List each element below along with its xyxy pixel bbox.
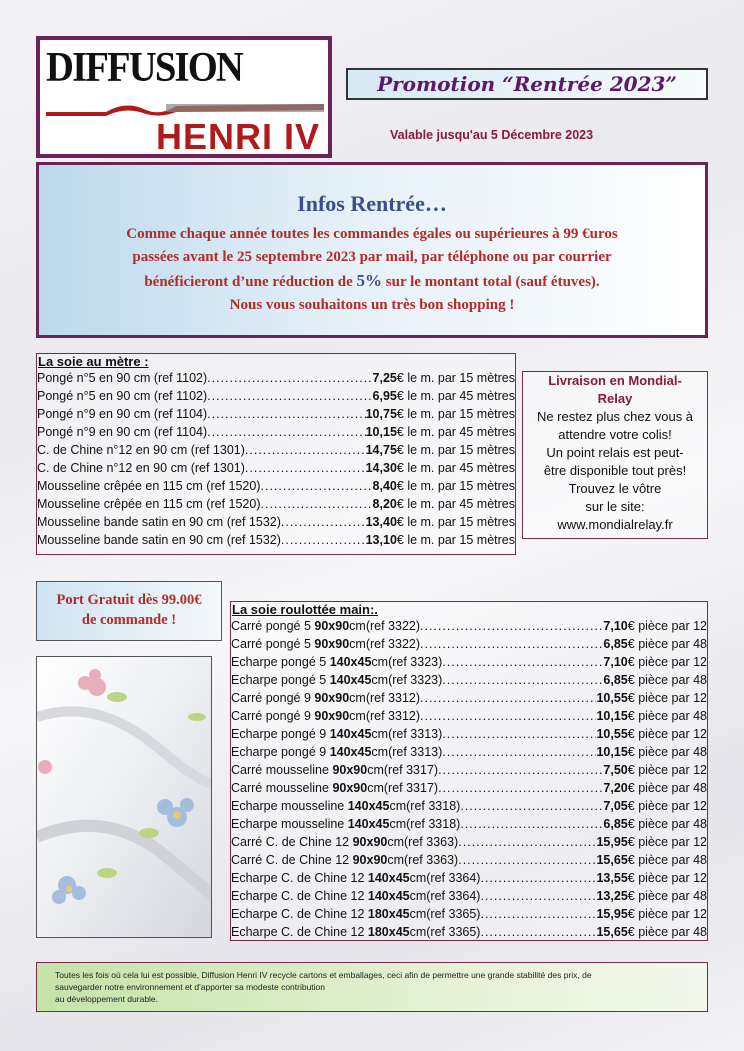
mondial-relay-line: Ne restez plus chez vous à: [536, 409, 694, 424]
product-ref: cm(ref 3363): [387, 835, 459, 849]
price-unit: € pièce par 12: [627, 691, 707, 705]
product-price: 15,65: [596, 853, 628, 867]
price-unit: € pièce par 48: [627, 889, 707, 903]
product-name: [231, 887, 480, 905]
price-unit: € le m. par 15 mètres: [396, 371, 515, 385]
price-unit: € pièce par 12: [627, 835, 707, 849]
table-row: [37, 477, 515, 495]
price-unit: € le m. par 45 mètres: [396, 425, 515, 439]
product-name: [231, 671, 442, 689]
dot-leader: [438, 779, 603, 797]
dot-leader: [458, 833, 596, 851]
product-name: [231, 707, 420, 725]
product-name: [231, 689, 420, 707]
table-row: [231, 869, 707, 887]
price-unit: € pièce par 48: [627, 673, 707, 687]
price-unit: € pièce par 48: [627, 709, 707, 723]
product-dimensions: 140x45: [329, 745, 372, 759]
table-row: [231, 905, 707, 923]
table-row: [37, 405, 515, 423]
product-price: 14,30: [365, 461, 397, 475]
table-row: [231, 635, 707, 653]
product-ref: cm(ref 3312): [349, 691, 421, 705]
product-name: [231, 761, 438, 779]
soie-au-metre-list: [36, 353, 516, 555]
dot-leader: [207, 423, 365, 441]
infos-line-3: [39, 269, 705, 294]
mondial-relay-line: être disponible tout près!: [543, 463, 687, 478]
product-ref: cm(ref 3318): [389, 817, 461, 831]
price-unit: € le m. par 15 mètres: [396, 515, 515, 529]
dot-leader: [207, 369, 372, 387]
dot-leader: [460, 797, 603, 815]
price-unit: € pièce par 12: [627, 871, 707, 885]
dot-leader: [207, 405, 365, 423]
product-price: 15,95: [596, 835, 628, 849]
product-ref: cm(ref 3365): [409, 907, 481, 921]
price-unit: € le m. par 45 mètres: [396, 389, 515, 403]
dot-leader: [420, 689, 596, 707]
product-dimensions: 90x90: [314, 691, 350, 705]
product-ref: cm(ref 3322): [349, 637, 421, 651]
product-dimensions: 90x90: [352, 835, 388, 849]
product-name: C. de Chine n°12 en 90 cm (ref 1301): [37, 443, 245, 457]
dot-leader: [460, 815, 603, 833]
port-gratuit-line-2: de commande !: [81, 612, 177, 628]
price-unit: € pièce par 12: [627, 727, 707, 741]
product-price: 6,85: [603, 637, 628, 651]
price-unit: € le m. par 45 mètres: [396, 497, 515, 511]
diffusion-henri-iv-logo: [36, 36, 332, 158]
soie-au-metre-rows: [37, 369, 515, 549]
product-name: [231, 851, 458, 869]
table-row: [37, 423, 515, 441]
table-row: [231, 923, 707, 941]
table-row: [231, 671, 707, 689]
promotion-title: Promotion “Rentrée 2023”: [346, 68, 708, 100]
table-row: [231, 743, 707, 761]
infos-rentree-box: [36, 162, 708, 338]
price-unit: € le m. par 15 mètres: [396, 407, 515, 421]
product-dimensions: 140x45: [347, 799, 390, 813]
product-name: [231, 869, 480, 887]
product-price: 13,55: [596, 871, 628, 885]
product-name: [231, 905, 480, 923]
infos-line-4: Nous vous souhaitons un très bon shopping !: [229, 297, 515, 313]
product-ref: cm(ref 3322): [349, 619, 421, 633]
product-price: 13,40: [365, 515, 397, 529]
product-dimensions: 90x90: [332, 763, 368, 777]
product-label: Carré pongé 5: [231, 619, 315, 633]
price-unit: € pièce par 12: [627, 619, 707, 633]
dot-leader: [480, 923, 596, 941]
price-unit: € pièce par 12: [627, 907, 707, 921]
product-dimensions: 90x90: [314, 619, 350, 633]
logo-swoosh-graphic: [46, 98, 324, 116]
dot-leader: [442, 743, 596, 761]
product-ref: cm(ref 3364): [409, 871, 481, 885]
product-name: C. de Chine n°12 en 90 cm (ref 1301): [37, 461, 245, 475]
mondial-relay-link[interactable]: www.mondialrelay.fr: [557, 517, 673, 532]
table-row: [231, 851, 707, 869]
dot-leader: [442, 725, 596, 743]
table-row: [37, 513, 515, 531]
product-price: 10,55: [596, 727, 628, 741]
price-unit: € pièce par 48: [627, 853, 707, 867]
infos-text: [39, 223, 705, 317]
product-dimensions: 140x45: [347, 817, 390, 831]
product-ref: cm(ref 3312): [349, 709, 421, 723]
table-row: [37, 387, 515, 405]
dot-leader: [480, 905, 596, 923]
product-label: Carré pongé 5: [231, 637, 315, 651]
table-row: [231, 887, 707, 905]
product-label: Echarpe pongé 9: [231, 745, 330, 759]
product-price: 8,40: [372, 479, 397, 493]
dot-leader: [442, 653, 603, 671]
product-price: 7,20: [603, 781, 628, 795]
infos-line-3-pre: bénéficieront d’une réduction de: [144, 274, 357, 290]
product-name: [231, 617, 420, 635]
product-ref: cm(ref 3323): [371, 655, 443, 669]
footer-line-1: Toutes les fois où cela lui est possible, Diffusion Henri IV recycle cartons et emballages, ceci afin de permettre une grande stabilité des prix, de: [55, 970, 592, 980]
product-price: 15,65: [596, 925, 628, 939]
infos-title: Infos Rentrée…: [297, 191, 447, 216]
table-row: [37, 369, 515, 387]
product-label: Carré C. de Chine 12: [231, 835, 353, 849]
product-name: Mousseline crêpée en 115 cm (ref 1520): [37, 497, 261, 511]
dot-leader: [281, 531, 366, 549]
table-row: [231, 689, 707, 707]
dot-leader: [480, 887, 596, 905]
product-name: Pongé n°5 en 90 cm (ref 1102): [37, 389, 208, 403]
product-price: 6,85: [603, 673, 628, 687]
product-price: 15,95: [596, 907, 628, 921]
dot-leader: [480, 869, 596, 887]
product-ref: cm(ref 3317): [367, 763, 439, 777]
dot-leader: [281, 513, 366, 531]
product-label: Echarpe C. de Chine 12: [231, 925, 368, 939]
footer-line-3: au développement durable.: [55, 994, 159, 1004]
product-name: [231, 725, 442, 743]
mondial-relay-line: attendre votre colis!: [558, 427, 672, 442]
product-name: [231, 779, 438, 797]
infos-line-1: Comme chaque année toutes les commandes égales ou supérieures à 99 €uros: [126, 226, 618, 242]
product-label: Carré C. de Chine 12: [231, 853, 353, 867]
product-ref: cm(ref 3313): [371, 745, 443, 759]
product-name: [231, 923, 480, 941]
price-unit: € pièce par 48: [627, 817, 707, 831]
product-label: Carré pongé 9: [231, 709, 315, 723]
product-dimensions: 90x90: [314, 637, 350, 651]
product-name: Mousseline bande satin en 90 cm (ref 1532): [37, 515, 281, 529]
mondial-relay-line: Un point relais est peut-: [546, 445, 684, 460]
discount-percent: 5%: [356, 271, 383, 290]
product-dimensions: 140x45: [329, 727, 372, 741]
product-price: 7,25: [372, 371, 397, 385]
product-dimensions: 180x45: [367, 907, 410, 921]
product-price: 13,10: [365, 533, 397, 547]
price-unit: € pièce par 12: [627, 655, 707, 669]
product-dimensions: 140x45: [367, 871, 410, 885]
soie-roulottee-title: La soie roulottée main:.: [232, 602, 378, 617]
infos-line-3-post: sur le montant total (sauf étuves).: [382, 274, 600, 290]
product-price: 7,10: [603, 619, 628, 633]
table-row: [231, 653, 707, 671]
product-dimensions: 180x45: [367, 925, 410, 939]
product-ref: cm(ref 3365): [409, 925, 481, 939]
silk-scarf-illustration: [37, 657, 212, 938]
product-name: [231, 653, 442, 671]
table-row: [231, 833, 707, 851]
table-row: [231, 797, 707, 815]
table-row: [231, 815, 707, 833]
product-price: 10,15: [596, 745, 628, 759]
product-price: 10,15: [365, 425, 397, 439]
product-dimensions: 90x90: [352, 853, 388, 867]
product-ref: cm(ref 3313): [371, 727, 443, 741]
product-price: 10,55: [596, 691, 628, 705]
product-name: Pongé n°5 en 90 cm (ref 1102): [37, 371, 208, 385]
infos-line-2: passées avant le 25 septembre 2023 par mail, par téléphone ou par courrier: [132, 249, 612, 265]
soie-au-metre-title: La soie au mètre :: [38, 354, 149, 369]
product-price: 6,95: [372, 389, 397, 403]
product-name: [231, 815, 460, 833]
mondial-relay-title-1: Livraison en Mondial-: [548, 373, 682, 388]
product-dimensions: 140x45: [329, 673, 372, 687]
valid-until-text: Valable jusqu'au 5 Décembre 2023: [390, 128, 594, 142]
price-unit: € le m. par 45 mètres: [396, 461, 515, 475]
dot-leader: [442, 671, 603, 689]
dot-leader: [261, 477, 373, 495]
product-price: 7,05: [603, 799, 628, 813]
product-dimensions: 90x90: [332, 781, 368, 795]
dot-leader: [420, 617, 603, 635]
table-row: [231, 617, 707, 635]
product-price: 10,15: [596, 709, 628, 723]
product-name: Pongé n°9 en 90 cm (ref 1104): [37, 425, 208, 439]
dot-leader: [438, 761, 603, 779]
mondial-relay-line: Trouvez le vôtre: [568, 481, 662, 496]
mondial-relay-title-2: Relay: [597, 391, 633, 406]
price-unit: € le m. par 15 mètres: [396, 443, 515, 457]
price-unit: € pièce par 48: [627, 781, 707, 795]
table-row: [37, 531, 515, 549]
product-label: Echarpe pongé 5: [231, 655, 330, 669]
product-ref: cm(ref 3363): [387, 853, 459, 867]
dot-leader: [420, 707, 596, 725]
price-unit: € pièce par 48: [627, 745, 707, 759]
product-price: 13,25: [596, 889, 628, 903]
product-name: Mousseline bande satin en 90 cm (ref 1532): [37, 533, 281, 547]
product-label: Echarpe pongé 5: [231, 673, 330, 687]
product-name: Mousseline crêpée en 115 cm (ref 1520): [37, 479, 261, 493]
soie-roulottee-list: [230, 601, 708, 941]
product-name: Pongé n°9 en 90 cm (ref 1104): [37, 407, 208, 421]
product-price: 14,75: [365, 443, 397, 457]
product-label: Echarpe mousseline: [231, 799, 348, 813]
product-label: Echarpe mousseline: [231, 817, 348, 831]
table-row: [37, 441, 515, 459]
product-label: Echarpe C. de Chine 12: [231, 889, 368, 903]
dot-leader: [207, 387, 372, 405]
mondial-relay-box: [522, 371, 708, 539]
product-price: 10,75: [365, 407, 397, 421]
product-dimensions: 140x45: [329, 655, 372, 669]
product-name: [231, 797, 460, 815]
price-unit: € le m. par 15 mètres: [396, 533, 515, 547]
logo-diffusion-text: DIFFUSION: [46, 45, 242, 91]
product-label: Carré pongé 9: [231, 691, 315, 705]
table-row: [231, 707, 707, 725]
recycling-footer: [36, 962, 708, 1012]
product-name: [231, 635, 420, 653]
footer-line-2: sauvegarder notre environnement et d'apporter sa modeste contribution: [55, 982, 326, 992]
product-label: Echarpe C. de Chine 12: [231, 907, 368, 921]
product-price: 6,85: [603, 817, 628, 831]
dot-leader: [261, 495, 373, 513]
product-name: [231, 743, 442, 761]
port-gratuit-line-1: Port Gratuit dès 99.00€: [56, 592, 202, 608]
table-row: [37, 495, 515, 513]
product-ref: cm(ref 3323): [371, 673, 443, 687]
mondial-relay-line: sur le site:: [585, 499, 645, 514]
product-ref: cm(ref 3318): [389, 799, 461, 813]
price-unit: € pièce par 12: [627, 799, 707, 813]
price-unit: € pièce par 12: [627, 763, 707, 777]
product-price: 7,10: [603, 655, 628, 669]
product-label: Carré mousseline: [231, 763, 333, 777]
table-row: [231, 725, 707, 743]
table-row: [231, 779, 707, 797]
price-unit: € le m. par 15 mètres: [396, 479, 515, 493]
soie-roulottee-rows: [231, 617, 707, 941]
dot-leader: [458, 851, 596, 869]
product-ref: cm(ref 3317): [367, 781, 439, 795]
product-label: Echarpe C. de Chine 12: [231, 871, 368, 885]
dot-leader: [420, 635, 603, 653]
table-row: [231, 761, 707, 779]
product-label: Carré mousseline: [231, 781, 333, 795]
product-label: Echarpe pongé 9: [231, 727, 330, 741]
price-unit: € pièce par 48: [627, 925, 707, 939]
port-gratuit-box: [36, 581, 222, 641]
product-name: [231, 833, 458, 851]
product-price: 8,20: [372, 497, 397, 511]
product-dimensions: 90x90: [314, 709, 350, 723]
dot-leader: [245, 441, 366, 459]
product-dimensions: 140x45: [367, 889, 410, 903]
table-row: [37, 459, 515, 477]
logo-henri-iv-text: HENRI IV: [155, 116, 320, 157]
dot-leader: [245, 459, 366, 477]
product-price: 7,50: [603, 763, 628, 777]
silk-scarf-photo: [36, 656, 212, 938]
price-unit: € pièce par 48: [627, 637, 707, 651]
product-ref: cm(ref 3364): [409, 889, 481, 903]
